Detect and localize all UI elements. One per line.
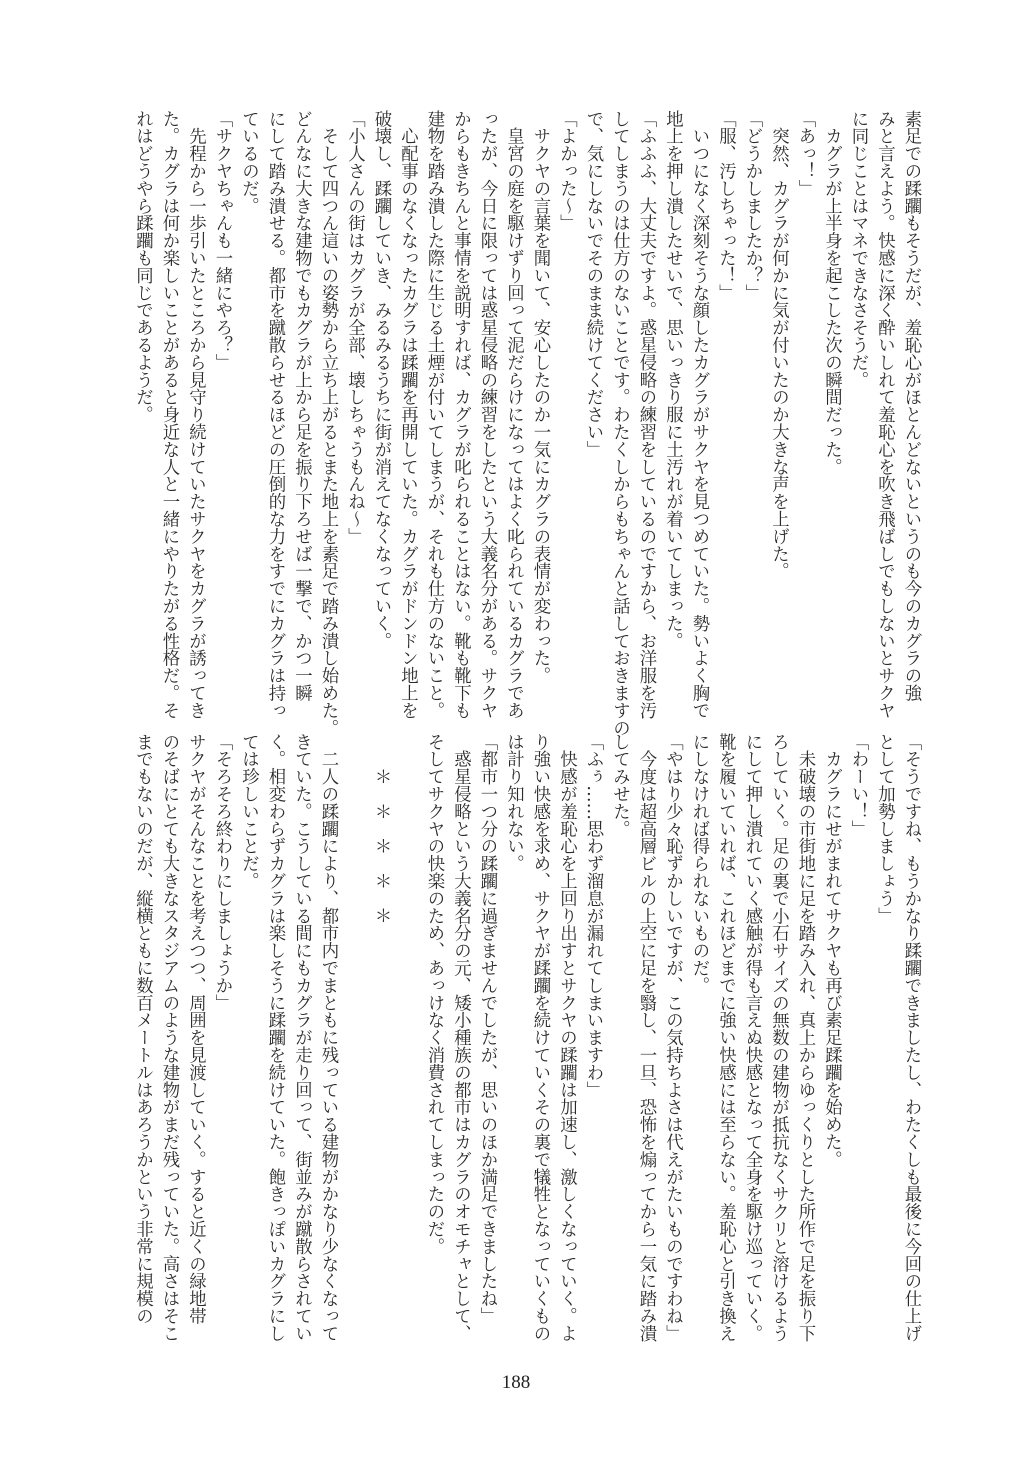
text-line: で、気にしないでそのまま続けてください」 [583, 110, 603, 458]
text-line: 皇宮の庭を駆けずり回って泥だらけになってはよく叱られているカグラであ [503, 110, 524, 719]
text-line: 今度は超高層ビルの上空に足を翳し、一旦、恐怖を煽ってから一気に踏み潰 [636, 733, 656, 1342]
text-line: カグラが上半身を起こした次の瞬間だった。 [821, 110, 842, 476]
text-line: してみせた。 [609, 733, 630, 838]
text-line: 快感が羞恥心を上回り出すとサクヤの蹂躙は加速し、激しくなっていく。よ [556, 733, 577, 1342]
text-line: 地上を押し潰したせいで、思いっきり服に土汚れが着いてしまった。 [662, 110, 683, 650]
text-line: どんなに大きな建物でもカグラが上から足を振り下ろせば一撃で、かつ一瞬 [291, 110, 312, 702]
text-line: カグラにせがまれてサクヤも再び素足蹂躙を始めた。 [821, 733, 842, 1168]
text-line: 「サクヤちゃんも一緒にやろ？」 [212, 110, 232, 371]
text-line: 「小人さんの街はカグラが全部、壊しちゃうもんね〜」 [344, 110, 365, 545]
text-line: 素足での蹂躙もそうだが、羞恥心がほとんどないというのも今のカグラの強 [901, 110, 921, 702]
text-line: にしなければ得られないものだ。 [689, 733, 709, 994]
text-line: り強い快感を求め、サクヤが蹂躙を続けていくその裏で犠牲となっていくもの [530, 733, 550, 1342]
text-line: 建物を踏み潰した際に生じる土煙が付いてしまうが、それも仕方のないこと。 [424, 110, 444, 719]
text-line: ったが、今日に限っては惑星侵略の練習をしたという大義名分がある。サクヤ [477, 110, 497, 719]
text-line: サクヤがそんなことを考えつつ、周囲を見渡していく。すると近くの緑地帯 [185, 733, 206, 1325]
text-line: 「そろそろ終わりにしましょうか」 [212, 733, 232, 1012]
text-line: 「都市一つ分の蹂躙に過ぎませんでしたが、思いのほか満足できましたね」 [477, 733, 497, 1325]
text-line: 突然、カグラが何かに気が付いたのか大きな声を上げた。 [768, 110, 789, 580]
text-line: に同じことはマネできなさそうだ。 [848, 110, 868, 389]
text-line: ＊ ＊ ＊ ＊ ＊ [371, 733, 391, 925]
text-line: 二人の蹂躙により、都市内でまともに残っている建物がかなり少なくなって [318, 733, 338, 1342]
text-line: そしてサクヤの快楽のため、あっけなく消費されてしまったのだ。 [424, 733, 444, 1255]
text-block-upper [124, 110, 924, 737]
text-line: きていた。こうしている間にもカグラが走り回って、街並みが蹴散らされてい [291, 733, 312, 1342]
text-line: してしまうのは仕方のないことです。わたくしからもちゃんと話しておきますの [609, 110, 630, 737]
text-line [394, 733, 421, 1353]
text-line: ろしていく。足の裏で小石サイズの無数の建物が抵抗なくサクリと溶けるよう [768, 733, 789, 1342]
text-line: た。カグラは何か楽しいことがあると身近な人と一緒にやりたがる性格だ。そ [159, 110, 179, 719]
text-block-lower [124, 733, 924, 1353]
text-line: にして踏み潰せる。都市を蹴散らせるほどの圧倒的な力をすでにカグラは持っ [265, 110, 285, 719]
text-line: 「よかった〜」 [556, 110, 577, 232]
text-line: は計り知れない。 [503, 733, 524, 873]
text-line: 破壊し、蹂躙していき、みるみるうちに街が消えてなくなっていく。 [371, 110, 391, 650]
text-line: にして押し潰れていく感触が得も言えぬ快感となって全身を駆け巡っていく。 [742, 733, 762, 1342]
text-line: 「ふふふ、大丈夫ですよ。惑星侵略の練習をしているのですから、お洋服を汚 [636, 110, 656, 719]
text-line: ているのだ。 [238, 110, 259, 215]
text-line: として加勢しましょう」 [874, 733, 895, 925]
text-line: みと言えよう。快感に深く酔いしれて羞恥心を吹き飛ばしでもしないとサクヤ [874, 110, 895, 719]
text-line: 惑星侵略という大義名分の元、矮小種族の都市はカグラのオモチャとして、 [450, 733, 471, 1342]
text-line: 「やはり少々恥ずかしいですが、この気持ちよさは代えがたいものですわね」 [662, 733, 683, 1342]
text-line: までもないのだが、縦横ともに数百メートルはあろうかという非常に規模の [132, 733, 153, 1325]
text-line: 「わーい！」 [848, 733, 868, 838]
text-line: 「ふぅ……思わず溜息が漏れてしまいますわ」 [583, 733, 603, 1099]
text-line: からもきちんと事情を説明すれば、カグラが叱られることはない。靴も靴下も [450, 110, 471, 719]
text-line: ては珍しいことだ。 [238, 733, 259, 890]
text-line [341, 733, 368, 1353]
text-line: 「どうかしましたか？」 [742, 110, 762, 302]
text-line: 「服、汚しちゃった！」 [715, 110, 736, 302]
text-line: 「そうですね、もうかなり蹂躙できましたし、わたくしも最後に今回の仕上げ [901, 733, 921, 1342]
text-line: く。相変わらずカグラは楽しそうに蹂躙を続けていた。飽きっぽいカグラにし [265, 733, 285, 1342]
text-line: 先程から一歩引いたところから見守り続けていたサクヤをカグラが誘ってき [185, 110, 206, 719]
text-line: のそばにとても大きなスタジアムのような建物がまだ残っていた。高さはそこ [159, 733, 179, 1342]
text-line: 靴を履いていれば、これほどまでに強い快感には至らない。羞恥心と引き換え [715, 733, 736, 1342]
text-line: れはどうやら蹂躙も同じであるようだ。 [132, 110, 153, 424]
text-line: サクヤの言葉を聞いて、安心したのか一気にカグラの表情が変わった。 [530, 110, 550, 685]
text-line: 「あっ！」 [795, 110, 815, 197]
text-line: いつになく深刻そうな顔したカグラがサクヤを見つめていた。勢いよく胸で [689, 110, 709, 719]
text-line: そして四つん這いの姿勢から立ち上がるとまた地上を素足で踏み潰し始めた。 [318, 110, 338, 737]
page-number: 188 [501, 1372, 531, 1393]
text-line: 未破壊の市街地に足を踏み入れ、真上からゆっくりとした所作で足を振り下 [795, 733, 815, 1342]
text-line: 心配事のなくなったカグラは蹂躙を再開していた。カグラがドンドン地上を [397, 110, 418, 719]
